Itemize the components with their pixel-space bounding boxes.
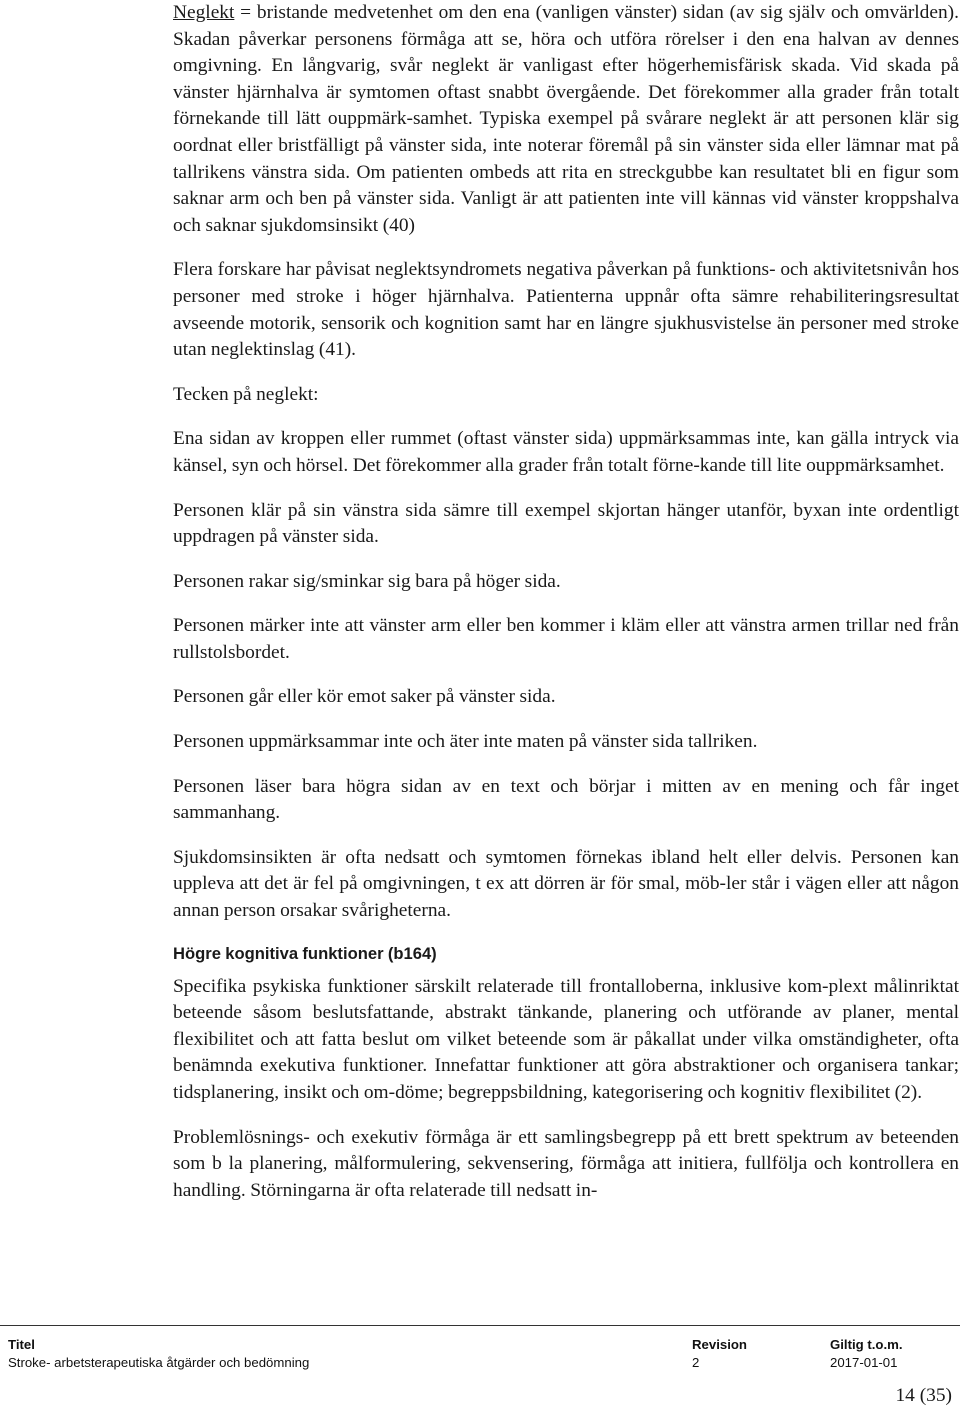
- sign-item: Personen rakar sig/sminkar sig bara på höger sida.: [173, 570, 561, 592]
- sign-item: Personen läser bara högra sidan av en text och börjar i mitten av en mening och får inget sammanhang.: [173, 775, 959, 824]
- footer-title-label: Titel: [8, 1337, 35, 1352]
- page-number: 14 (35): [895, 1385, 952, 1406]
- neglect-examples: Typiska exempel på svårare neglekt är att personen klär sig oordnat eller bristfälligt på vänster sida, inte noterar föremål på sin vänster sida eller lämnar mat på tallrikens vänstra sida. Om patienten ombeds att rita en streckgubbe kan resultatet bli en figur som saknar arm och ben på vänster sida. Vanligt är att patienten inte vill kännas vid vänster kroppshalva och saknar sjukdomsinsikt (40): [173, 108, 959, 236]
- footer-revision-label: Revision: [692, 1337, 747, 1352]
- section-paragraph: Specifika psykiska funktioner särskilt relaterade till frontalloberna, inklusive kom-plext målinriktat beteende såsom beslutsfattande, abstrakt tänkande, planering och utförande av planer, mental flexibilitet och att fatta beslut om vilket beteende som är påkallat under vilka omständigheter, ofta benämnda exekutiva funktioner. Innefattar funktioner att göra abstraktioner och organisera tankar; tidsplanering, insikt och om-döme; begreppsbildning, kategorisering och kognitiv flexibilitet (2).: [173, 975, 959, 1103]
- neglect-paragraph: [173, 0, 959, 239]
- sign-item: Ena sidan av kroppen eller rummet (oftast vänster sida) uppmärksammas inte, kan gälla intryck via känsel, syn och hörsel. Det förekommer alla grader från totalt förne-kande till lite ouppmärksamhet.: [173, 428, 959, 476]
- footer-valid-label: Giltig t.o.m.: [830, 1337, 903, 1352]
- footer-revision-value: 2: [692, 1355, 700, 1370]
- document-body: [173, 0, 959, 1222]
- sign-item: Personen märker inte att vänster arm eller ben kommer i kläm eller att vänstra armen trillar ned från rullstolsbordet.: [173, 615, 959, 663]
- footer-valid-value: 2017-01-01: [830, 1355, 898, 1370]
- section-paragraph: Problemlösnings- och exekutiv förmåga är ett samlingsbegrepp på ett brett spektrum av beteenden som b la planering, målformulering, sekvensering, förmåga att initiera, fullfölja och kontrollera en handling. Störningarna är ofta relaterade till nedsatt in-: [173, 1126, 959, 1201]
- signs-heading: Tecken på neglekt:: [173, 383, 319, 405]
- neglect-definition: = bristande medvetenhet om den ena (vanligen vänster) sidan (av sig själv och omvärlden). Skadan påverkar personens förmåga att se, höra och utföra rörelser i den ena halvan av dennes omgivning. En långvarig, svår neglekt är vanligast efter högerhemisfärisk skada. Vid skada på vänster hjärnhalva är symtomen oftast snabbt övergående. Det förekommer alla grader från totalt förnekande till lätt ouppmärk-samhet.: [173, 2, 959, 130]
- footer-divider: [0, 1325, 960, 1326]
- sign-item: Personen uppmärksammar inte och äter inte maten på vänster sida tallriken.: [173, 731, 758, 753]
- sign-item: Personen går eller kör emot saker på vänster sida.: [173, 686, 556, 708]
- sign-item: Personen klär på sin vänstra sida sämre till exempel skjortan hänger utanför, byxan inte ordentligt uppdragen på vänster sida.: [173, 499, 959, 548]
- section-heading: Högre kognitiva funktioner (b164): [173, 943, 437, 963]
- neglect-term: Neglekt: [173, 2, 235, 23]
- footer-title-value: Stroke- arbetsterapeutiska åtgärder och bedömning: [8, 1355, 310, 1370]
- research-paragraph: Flera forskare har påvisat neglektsyndromets negativa påverkan på funktions- och aktivitetsnivån hos personer med stroke i höger hjärnhalva. Patienterna uppnår ofta sämre rehabiliteringsresultat avseende motorik, sensorik och kognition samt har en längre sjukhusvistelse än personer med stroke utan neglektinslag (41).: [173, 259, 959, 361]
- sign-item: Sjukdomsinsikten är ofta nedsatt och symtomen förnekas ibland helt eller delvis. Personen kan uppleva att det är fel på omgivningen, t ex att dörren är för smal, möb-ler står i vägen eller att någon annan person orsakar svårigheterna.: [173, 846, 959, 922]
